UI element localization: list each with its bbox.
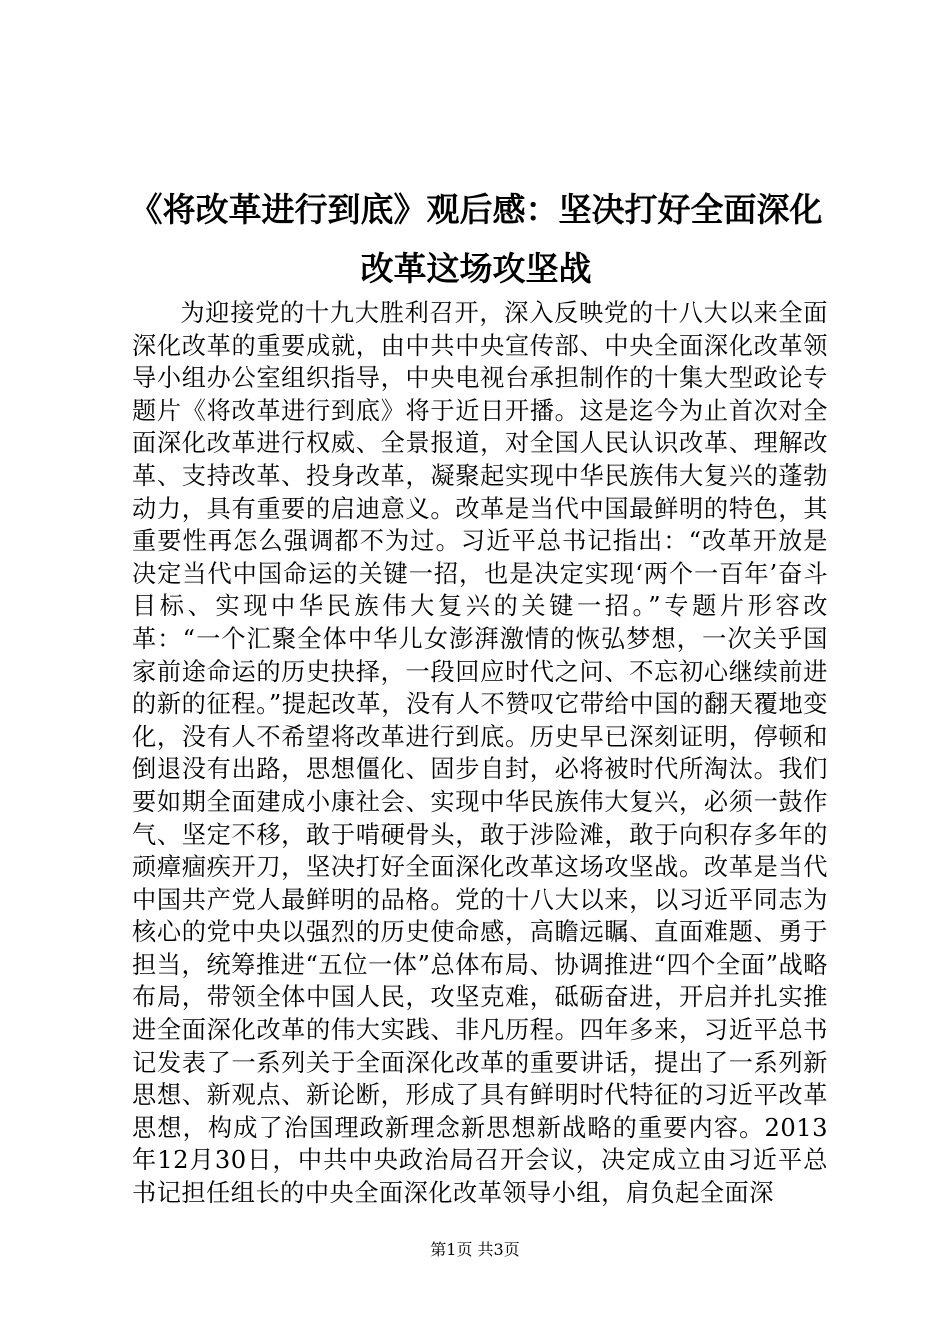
body-paragraph: 为迎接党的十九大胜利召开，深入反映党的十八大以来全面深化改革的重要成就，由中共中央宣传部、中央全面深化改革领导小组办公室组织指导，中央电视台承担制作的十集大型政论专题片《将改革进行到底》将于近日开播。这是迄今为止首次对全面深化改革进行权威、全景报道，对全国人民认识改革、理解改革、支持改革、投身改革，凝聚起实现中华民族伟大复兴的蓬勃动力，具有重要的启迪意义。改革是当代中国最鲜明的特色，其重要性再怎么强调都不为过。习近平总书记指出：“改革开放是决定当代中国命运的关键一招，也是决定实现‘两个一百年’奋斗目标、实现中华民族伟大复兴的关键一招。”专题片形容改革：“一个汇聚全体中华儿女澎湃激情的恢弘梦想，一次关乎国家前途命运的历史抉择，一段回应时代之问、不忘初心继续前进的新的征程。”提起改革，没有人不赞叹它带给中国的翻天覆地变化，没有人不希望将改革进行到底。历史早已深刻证明，停顿和倒退没有出路，思想僵化、固步自封，必将被时代所淘汰。我们要如期全面建成小康社会、实现中华民族伟大复兴，必须一鼓作气、坚定不移，敢于啃硬骨头，敢于涉险滩，敢于向积存多年的顽瘴痼疾开刀，坚决打好全面深化改革这场攻坚战。改革是当代中国共产党人最鲜明的品格。党的十八大以来，以习近平同志为核心的党中央以强烈的历史使命感，高瞻远瞩、直面难题、勇于担当，统筹推进“五位一体”总体布局、协调推进“四个全面”战略布局，带领全体中国人民，攻坚克难，砥砺奋进，开启并扎实推进全面深化改革的伟大实践、非凡历程。四年多来，习近平总书记发表了一系列关于全面深化改革的重要讲话，提出了一系列新思想、新观点、新论断，形成了具有鲜明时代特征的习近平改革思想，构成了治国理政新理念新思想新战略的重要内容。2013年12月30日，中共中央政治局召开会议，决定成立由习近平总书记担任组长的中央全面深化改革领导小组，肩负起全面深 [132,299,828,1208]
document-title: 《将改革进行到底》观后感：坚决打好全面深化改革这场攻坚战 [129,190,823,288]
page-number-footer: 第1页 共3页 [430,1240,520,1259]
